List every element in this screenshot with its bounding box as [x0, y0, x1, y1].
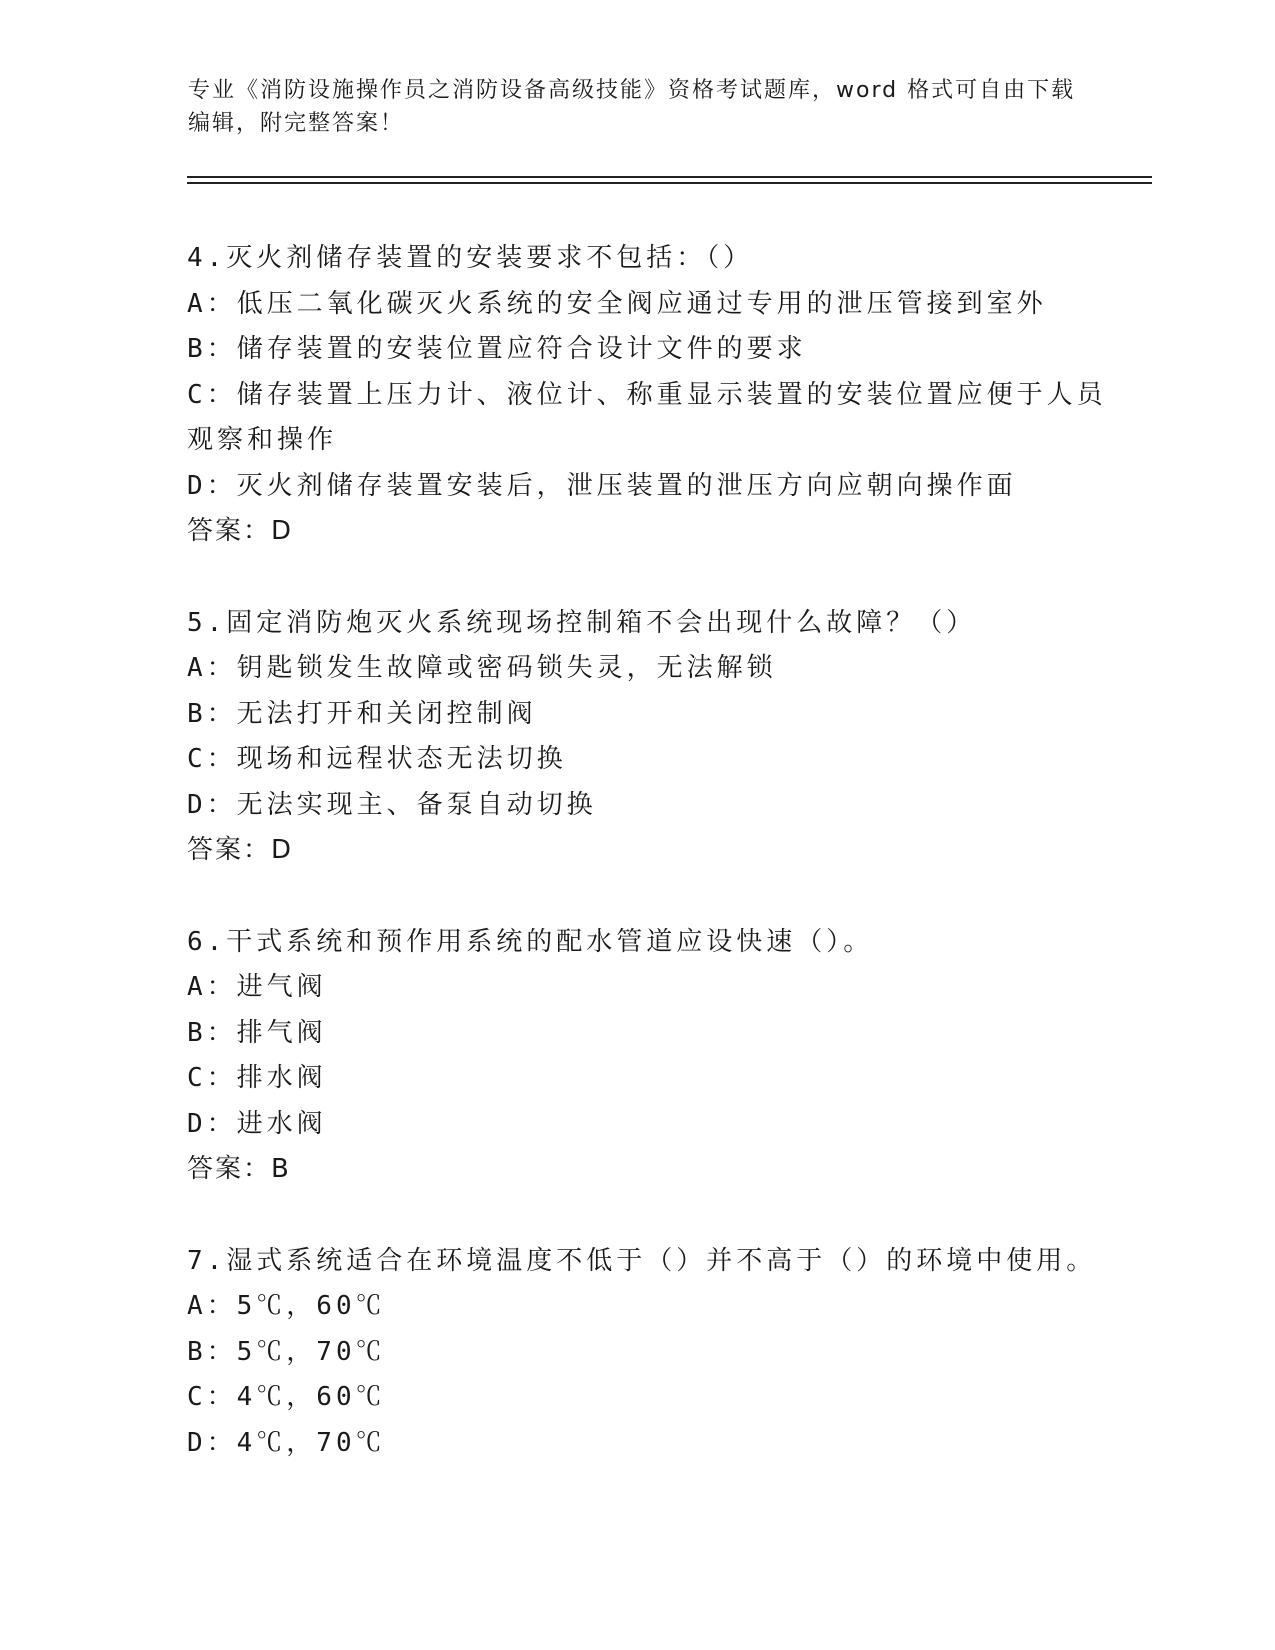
- question-stem: 6.干式系统和预作用系统的配水管道应设快速（）。: [187, 926, 874, 957]
- question-4: [187, 236, 1107, 555]
- option-a: A：5℃，60℃: [187, 1291, 386, 1321]
- option-b: B：储存装置的安装位置应符合设计文件的要求: [187, 334, 807, 364]
- document-header: 专业《消防设施操作员之消防设备高级技能》资格考试题库，word 格式可自由下载编辑，附完整答案！: [188, 78, 1076, 136]
- question-stem: 7.湿式系统适合在环境温度不低于（）并不高于（）的环境中使用。: [187, 1245, 1097, 1276]
- header-rule-top: [187, 176, 1152, 178]
- question-stem: 5.固定消防炮灭火系统现场控制箱不会出现什么故障？（）: [187, 607, 977, 638]
- option-d: D：4℃，70℃: [187, 1427, 386, 1458]
- option-c: C：排水阀: [187, 1063, 327, 1093]
- header-rule-bottom: [187, 182, 1152, 184]
- option-b: B：排气阀: [187, 1017, 327, 1048]
- option-a: A：钥匙锁发生故障或密码锁失灵，无法解锁: [187, 653, 777, 683]
- option-a: A：低压二氧化碳灭火系统的安全阀应通过专用的泄压管接到室外: [187, 288, 1047, 319]
- answer-line: 答案：B: [187, 1154, 291, 1184]
- answer-line: 答案：D: [187, 835, 294, 865]
- option-a: A：进气阀: [187, 972, 327, 1002]
- question-list: [187, 236, 1107, 1512]
- question-5: [187, 601, 1107, 874]
- option-b: B：5℃，70℃: [187, 1336, 386, 1367]
- question-6: [187, 920, 1107, 1193]
- question-stem: 4.灭火剂储存装置的安装要求不包括：（）: [187, 243, 754, 273]
- option-b: B：无法打开和关闭控制阀: [187, 698, 537, 729]
- option-c: C：现场和远程状态无法切换: [187, 744, 567, 774]
- option-d: D：无法实现主、备泵自动切换: [187, 789, 597, 820]
- option-c: C：4℃，60℃: [187, 1382, 386, 1412]
- option-d: D：进水阀: [187, 1108, 327, 1139]
- answer-line: 答案：D: [187, 516, 294, 546]
- question-7: [187, 1239, 1107, 1467]
- option-d: D：灭火剂储存装置安装后，泄压装置的泄压方向应朝向操作面: [187, 470, 1017, 501]
- option-c: C：储存装置上压力计、液位计、称重显示装置的安装位置应便于人员观察和操作: [187, 379, 1107, 455]
